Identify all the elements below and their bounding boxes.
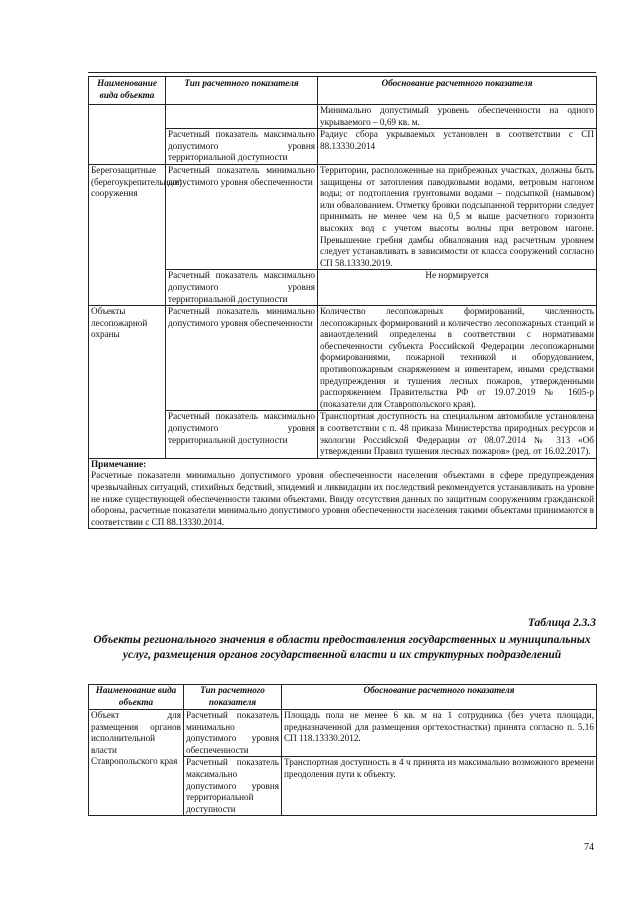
table-row: [89, 270, 597, 306]
indicator-type-cell: Расчетный показатель минимально допустимого уровня обеспеченности: [184, 710, 282, 757]
justification-cell: Территории, расположенные на прибрежных участках, должны быть защищены от затопления паводковыми водами, ветровым нагоном воды; от подтопления грунтовыми водами – подсыпкой (намывом) или обвалованием. Отметку бровки подсыпанной территории следует принимать не менее чем на 0,5 м выше расчетного горизонта высоких вод с учетом высоты волны при ветровом нагоне. Превышение гребня дамбы обвалования над расчетным уровнем следует устанавливать в зависимости от класса сооружений согласно СП 58.13330.2019.: [318, 164, 597, 269]
indicator-type-cell: Расчетный показатель минимально допустимого уровня обеспеченности: [166, 164, 318, 269]
indicator-type-cell: Расчетный показатель максимально допустимого уровня территориальной доступности: [166, 129, 318, 165]
justification-cell: Минимально допустимый уровень обеспеченности на одного укрываемого – 0,69 кв. м.: [318, 105, 597, 129]
table-caption: Таблица 2.3.3: [527, 617, 596, 629]
justification-cell: Радиус сбора укрываемых установлен в соответствии с СП 88.13330.2014: [318, 129, 597, 165]
table-civil-defense: [88, 76, 597, 529]
table-title: Объекты регионального значения в области предоставления государственных и муниципальных услуг, размещения органов государственной власти и их структурных подразделений: [93, 634, 591, 661]
note-row: [89, 458, 597, 529]
object-cell: Объект для размещения органов исполнительной власти Ставропольского края: [89, 710, 184, 816]
justification-cell: Не нормируется: [318, 270, 597, 306]
col-header-indicator-type: Тип расчетного показателя: [166, 77, 318, 105]
table-row: [89, 710, 597, 757]
table-header-row: [89, 685, 597, 710]
col-header-object: Наименование вида объекта: [89, 77, 166, 105]
table-row: [89, 306, 597, 411]
indicator-type-cell: Расчетный показатель минимально допустимого уровня обеспеченности: [166, 306, 318, 411]
justification-cell: Транспортная доступность на специальном автомобиле установлена в соответствии с п. 48 приказа Министерства природных ресурсов и экологии Российской Федерации от 08.07.2014 № 313 «Об утверждении Правил тушения лесных пожаров» (ред. от 16.02.2017).: [318, 411, 597, 458]
table-government-services: [88, 684, 597, 816]
col-header-justification: Обоснование расчетного показателя: [318, 77, 597, 105]
col-header-indicator-type: Тип расчетного показателя: [184, 685, 282, 710]
table-row: [89, 411, 597, 458]
note-title: Примечание:: [91, 458, 147, 469]
col-header-object: Наименование вида объекта: [89, 685, 184, 710]
justification-cell: Площадь пола не менее 6 кв. м на 1 сотрудника (без учета площади, предназначенной для размещения оргтехостнастки) принята согласно п. 5.16 СП 118.13330.2012.: [282, 710, 597, 757]
table-row: [89, 105, 597, 129]
col-header-justification: Обоснование расчетного показателя: [282, 685, 597, 710]
table-row: [89, 164, 597, 269]
object-cell: [89, 105, 166, 165]
note-text: Расчетные показатели минимально допустимого уровня обеспеченности населения объектами в сфере предупреждения чрезвычайных ситуаций, стихийных бедствий, эпидемий и ликвидации их последствий рекомендуется устанавливать на уровне не ниже существующей обеспеченности такими объектами. Ввиду отсутствия данных по защитным сооружениям гражданской обороны, расчетные показатели минимально допустимого уровня обеспеченности населения такими объектами принимаются в соответствии с СП 88.13330.2014.: [91, 470, 594, 527]
note-cell: [89, 458, 597, 529]
object-cell: Берегозащитные (берегоукрепительные) сооружения: [89, 164, 166, 305]
indicator-type-cell: Расчетный показатель максимально допустимого уровня территориальной доступности: [184, 757, 282, 816]
justification-cell: Количество лесопожарных формирований, численность лесопожарных формирований и количество лесопожарных станций и авиаотделений определены в соответствии с нормативами обеспеченности субъекта Российской Федерации лесопожарными формированиями, пожарной техникой и оборудованием, противопожарным снаряжением и инвентарем, иными средствами предупреждения и тушения лесных пожаров, утвержденными распоряжением Правительства РФ от 19.07.2019 № 1605-р (показатели для Ставропольского края).: [318, 306, 597, 411]
indicator-type-cell: [166, 105, 318, 129]
top-rule: [88, 72, 596, 73]
indicator-type-cell: Расчетный показатель максимально допустимого уровня территориальной доступности: [166, 270, 318, 306]
indicator-type-cell: Расчетный показатель максимально допустимого уровня территориальной доступности: [166, 411, 318, 458]
object-cell: Объекты лесопожарной охраны: [89, 306, 166, 459]
table-row: [89, 129, 597, 165]
justification-cell: Транспортная доступность в 4 ч принята из максимально возможного времени преодоления пути к объекту.: [282, 757, 597, 816]
page-number: 74: [584, 842, 594, 853]
table-header-row: [89, 77, 597, 105]
